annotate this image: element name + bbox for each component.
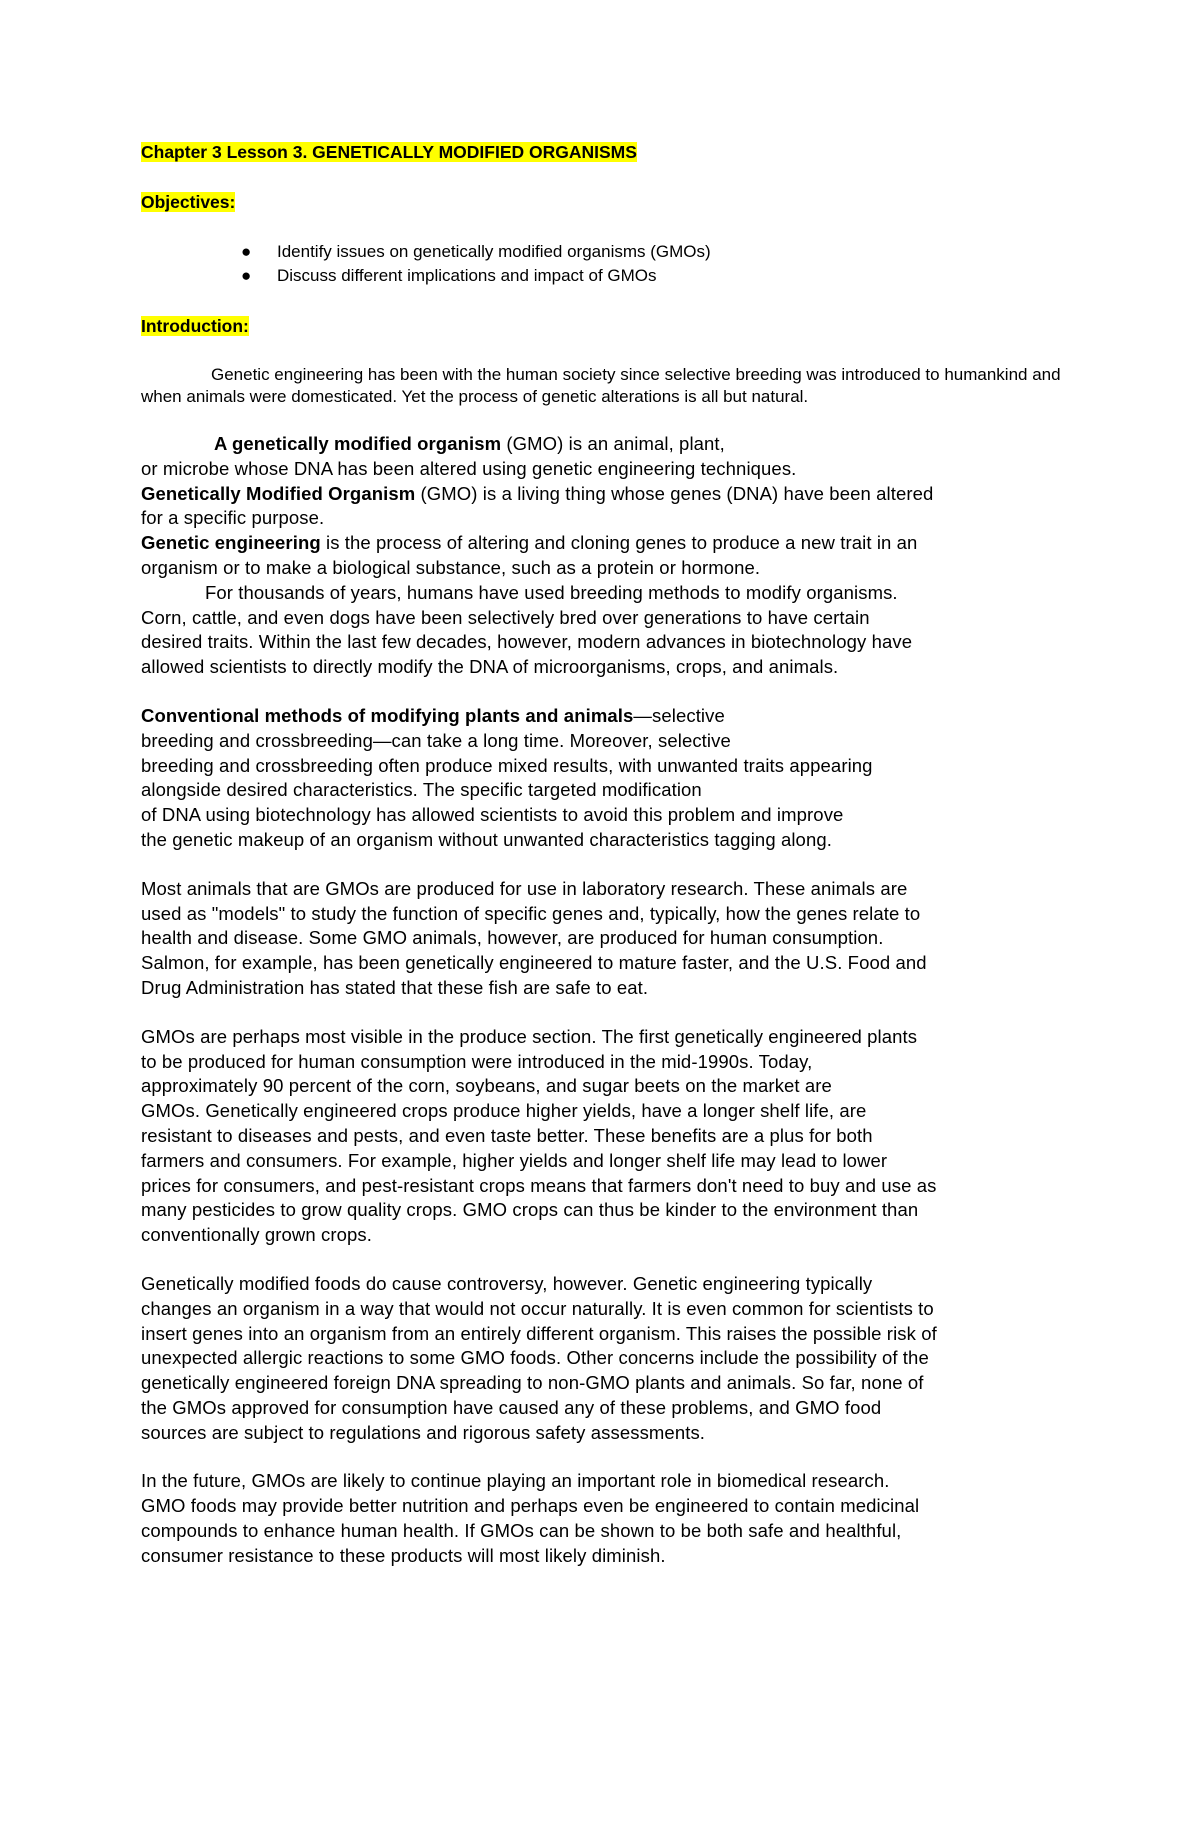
objectives-heading: Objectives: <box>141 192 236 212</box>
produce-paragraph: GMOs are perhaps most visible in the produce section. The first genetically engineered plants to be produced for human consumption were introduced in the mid-1990s. Today, approximately 90 percent of the corn, soybeans, and sugar beets on the market are GMOs. Genetically engineered crops produce higher yields, have a longer shelf life, are resistant to diseases and pests, and even taste better. These benefits are a plus for both farmers and consumers. For example, higher yields and longer shelf life may lead to lower prices for consumers, and pest-resistant crops means that farmers don't need to buy and use as many pesticides to grow quality crops. GMO crops can thus be kinder to the environment than conventionally grown crops. <box>141 1025 937 1246</box>
definitions-block: A genetically modified organism (GMO) is an animal, plant, or microbe whose DNA has been altered using genetic engineering techniques. Genetically Modified Organism (GMO) is a living thing whose genes (DNA) have been altered for a specific purpose. Genetic engineering is the process of altering and cloning genes to produce a new trait in an organism or to make a biological substance, such as a protein or hormone. For thousands of years, humans have used breeding methods to modify organisms. Corn, cattle, and even dogs have been selectively bred over generations to have certain desired traits. Within the last few decades, however, modern advances in biotechnology have allowed scientists to directly modify the DNA of microorganisms, crops, and animals. <box>141 433 934 678</box>
future-paragraph: In the future, GMOs are likely to continue playing an important role in biomedical research. GMO foods may provide better nutrition and perhaps even be engineered to contain medicinal compounds to enhance human health. If GMOs can be shown to be both safe and healthful, consumer resistance to these products will most likely diminish. <box>141 1470 920 1566</box>
animals-paragraph: Most animals that are GMOs are produced for use in laboratory research. These animals are used as "models" to study the function of specific genes and, typically, how the genes relate to health and disease. Some GMO animals, however, are produced for human consumption. Salmon, for example, has been genetically engineered to mature faster, and the U.S. Food and Drug Administration has stated that these fish are safe to eat. <box>141 877 927 998</box>
introduction-heading: Introduction: <box>141 316 249 336</box>
list-item: ● Discuss different implications and impact of GMOs <box>241 264 1081 288</box>
page-title: Chapter 3 Lesson 3. GENETICALLY MODIFIED ORGANISMS <box>141 142 637 162</box>
conventional-methods-paragraph: Conventional methods of modifying plants and animals—selective breeding and crossbreeding—can take a long time. Moreover, selective breeding and crossbreeding often produce mixed results, with unwanted traits appearing alongside desired characteristics. The specific targeted modification of DNA using biotechnology has allowed scientists to avoid this problem and improve the genetic makeup of an organism without unwanted characteristics tagging along. <box>141 704 873 850</box>
bullet-icon: ● <box>241 266 252 285</box>
controversy-paragraph: Genetically modified foods do cause controversy, however. Genetic engineering typically changes an organism in a way that would not occur naturally. It is even common for scientists to insert genes into an organism from an entirely different organism. This raises the possible risk of unexpected allergic reactions to some GMO foods. Other concerns include the possibility of the genetically engineered foreign DNA spreading to non-GMO plants and animals. So far, none of the GMOs approved for consumption have caused any of these problems, and GMO food sources are subject to regulations and rigorous safety assessments. <box>141 1272 937 1443</box>
objectives-list <box>141 240 1081 288</box>
introduction-paragraph: Genetic engineering has been with the human society since selective breeding was introduced to humankind and when animals were domesticated. Yet the process of genetic alterations is all but natural. <box>141 365 1061 406</box>
document-page <box>141 140 1081 1569</box>
bullet-icon: ● <box>241 242 252 261</box>
list-item: ● Identify issues on genetically modified organisms (GMOs) <box>241 240 1081 264</box>
